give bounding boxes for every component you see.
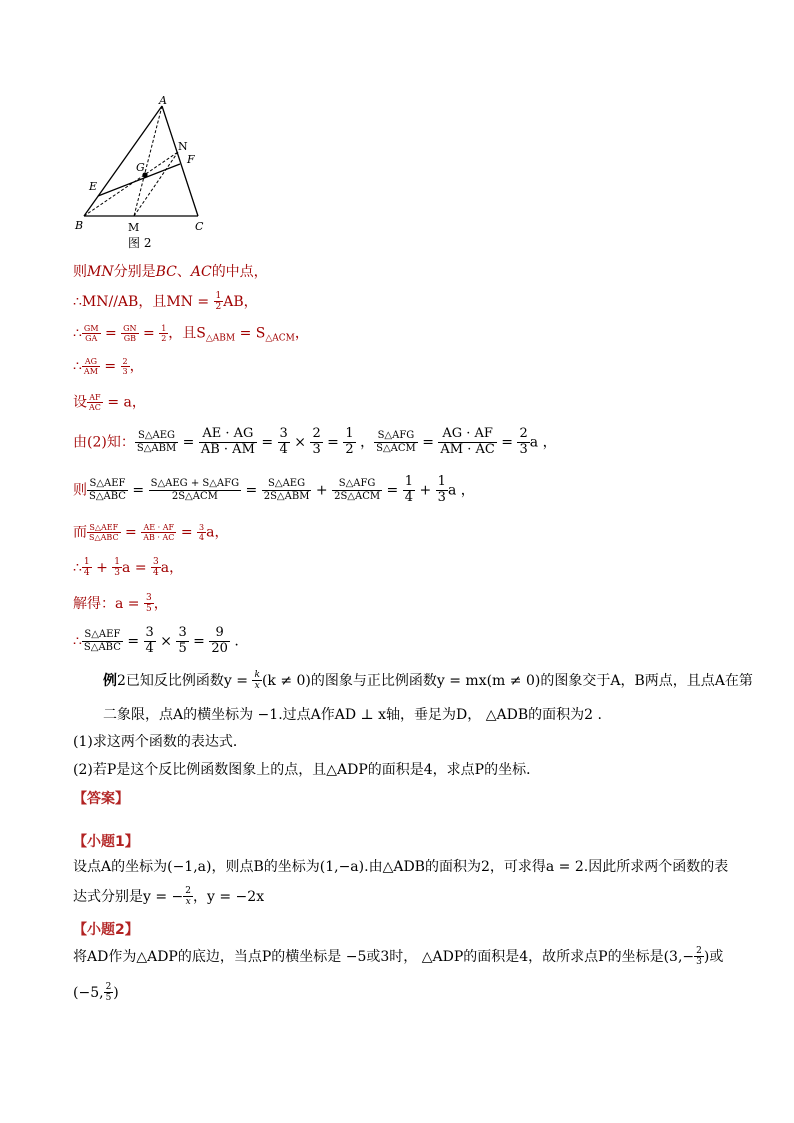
text: =: [100, 325, 122, 342]
fraction: [278, 427, 290, 458]
fraction: [332, 478, 382, 502]
fraction: [209, 626, 230, 657]
denominator: S△ABC: [89, 533, 119, 543]
label-E: E: [89, 180, 98, 193]
fraction: [135, 430, 178, 454]
text: AB，: [223, 293, 258, 310]
denominator: 4: [404, 489, 414, 505]
denominator: AC: [89, 403, 101, 413]
text: ×: [155, 633, 177, 650]
text: ∴: [73, 358, 82, 375]
denominator: 4: [83, 568, 90, 579]
solution-line-7: [73, 475, 475, 506]
answer-tag: 【答案】: [73, 791, 129, 807]
denominator: 4: [199, 533, 205, 543]
text: )或: [703, 948, 724, 965]
numerator: 1: [83, 557, 90, 567]
text: MN: [87, 264, 114, 280]
denominator: AB · AM: [200, 441, 255, 457]
numerator: 1: [404, 474, 414, 489]
denominator: S△ABC: [89, 490, 126, 502]
denominator: AM: [83, 367, 98, 377]
fraction: [151, 557, 161, 579]
denominator: AM · AC: [440, 441, 495, 457]
text: 、: [176, 264, 191, 280]
question-2: (2)若P是这个反比例函数图象上的点，且△ADP的面积是4，求点P的坐标．: [73, 762, 541, 778]
text: =: [382, 482, 403, 499]
numerator: 1: [437, 474, 446, 489]
denominator: x: [185, 897, 191, 908]
label-B: B: [75, 219, 84, 232]
text: =: [138, 325, 160, 342]
denominator: 3: [122, 367, 128, 377]
fraction: [121, 357, 130, 376]
text: 已知反比例函数y =: [125, 672, 253, 689]
label-C: C: [195, 220, 204, 233]
text: ∴MN//AB，且MN =: [73, 293, 214, 310]
text: = S: [235, 325, 266, 342]
numerator: 2: [519, 426, 528, 441]
fraction: [82, 629, 123, 653]
denominator: GB: [123, 334, 136, 344]
text: +: [415, 482, 436, 499]
fraction: [438, 427, 496, 458]
text: =: [99, 358, 121, 375]
fraction: [183, 886, 193, 908]
example-line-1: [103, 670, 753, 692]
denominator: 3: [696, 957, 702, 968]
side-AB: [84, 106, 162, 216]
text: ，: [153, 595, 168, 612]
numerator: AG: [82, 357, 100, 367]
text: ，y = −2x: [193, 888, 265, 905]
solution-line-4: [73, 357, 144, 376]
text: ∴: [73, 325, 82, 342]
numerator: AG · AF: [438, 427, 496, 443]
denominator: 3: [312, 441, 321, 457]
text: a =: [122, 559, 152, 576]
fraction: [82, 357, 100, 376]
text: ∴: [73, 633, 82, 650]
example-number: 2: [117, 672, 126, 689]
median-BN: [84, 152, 178, 216]
text: ): [113, 984, 119, 1001]
fraction: [403, 475, 415, 506]
numerator: S△AEG: [262, 478, 312, 491]
numerator: 9: [209, 626, 230, 642]
denominator: 5: [178, 640, 187, 656]
denominator: 3: [519, 441, 528, 457]
solution-line-1: [73, 263, 268, 281]
numerator: 3: [145, 593, 152, 603]
text: a，: [206, 524, 229, 541]
denominator: 3: [114, 568, 121, 579]
text: 达式分别是y = −: [73, 888, 184, 905]
fraction: [176, 626, 188, 657]
fraction: [436, 475, 448, 506]
numerator: 2: [185, 886, 192, 896]
fraction: [343, 427, 355, 458]
text: =: [178, 434, 199, 451]
denominator: S△ABC: [83, 641, 121, 653]
subscript: △ABM: [205, 333, 236, 344]
fraction: [262, 478, 312, 502]
text: 设: [73, 394, 87, 411]
numerator: AF: [87, 393, 103, 403]
numerator: S△AEG: [135, 430, 178, 443]
numerator: 3: [279, 426, 288, 441]
fraction: [144, 593, 154, 615]
fraction: [87, 478, 128, 502]
subquestion-1-line-2: [73, 886, 264, 908]
numerator: 1: [161, 324, 167, 333]
fraction: [252, 670, 261, 692]
denominator: 2: [345, 441, 354, 457]
text: a ，: [447, 482, 475, 499]
text: +: [91, 559, 113, 576]
denominator: GA: [85, 334, 98, 344]
numerator: GN: [123, 324, 137, 333]
denominator: S△ABM: [136, 442, 177, 454]
text: =: [322, 434, 344, 451]
numerator: 2: [312, 426, 321, 441]
text: =: [188, 633, 210, 650]
fraction: [374, 430, 418, 454]
denominator: 2S△ACM: [171, 490, 218, 502]
solution-line-2: [73, 291, 258, 313]
label-F: F: [187, 153, 195, 166]
numerator: AE · AF: [141, 523, 176, 533]
numerator: S△AEF: [87, 523, 121, 533]
fraction: [214, 291, 224, 313]
fraction: [159, 324, 168, 343]
text: .: [229, 633, 239, 650]
text: 则: [73, 264, 87, 280]
subquestion-1-tag: 【小题1】: [73, 834, 139, 850]
numerator: 3: [153, 557, 159, 567]
denominator: 2: [161, 334, 167, 344]
text: =: [241, 482, 262, 499]
denominator: AB · AC: [143, 533, 175, 543]
text: =: [127, 482, 149, 499]
numerator: 3: [199, 523, 205, 532]
solution-line-10: [73, 593, 168, 615]
denominator: 5: [145, 604, 152, 615]
text: 由(2)知：: [73, 434, 135, 451]
fraction: [121, 324, 138, 343]
text: ×: [289, 434, 311, 451]
numerator: S△AEF: [87, 478, 128, 491]
solution-line-5: [73, 393, 146, 412]
subscript: △ACM: [265, 333, 295, 344]
text: a，: [160, 559, 184, 576]
denominator: 2S△ACM: [334, 490, 381, 502]
numerator: 2: [696, 946, 702, 956]
numerator: 3: [145, 625, 154, 640]
example-line-2: 二象限，点A的横坐标为 −1.过点A作AD ⊥ x轴，垂足为D， △ADB的面积为2 .: [103, 707, 602, 723]
numerator: 1: [345, 426, 354, 441]
numerator: S△AEF: [82, 629, 123, 642]
solution-line-8: [73, 523, 228, 542]
numerator: GM: [83, 324, 99, 333]
denominator: x: [254, 681, 260, 692]
numerator: S△AEG + S△AFG: [150, 478, 240, 490]
text: 而: [73, 524, 87, 541]
text: ，且S: [168, 325, 206, 342]
denominator: S△ACM: [376, 442, 416, 454]
fraction: [144, 626, 156, 657]
label-M: M: [128, 221, 140, 234]
fraction: [310, 427, 322, 458]
numerator: 2: [122, 357, 128, 366]
denominator: 2: [215, 302, 222, 313]
text: =: [122, 633, 144, 650]
text: ，: [355, 434, 375, 451]
numerator: 3: [178, 625, 187, 640]
text: =: [417, 434, 439, 451]
numerator: AE · AG: [199, 427, 257, 443]
fraction: [199, 427, 257, 458]
example-label: 例: [103, 672, 117, 689]
fraction: [104, 982, 114, 1004]
subquestion-1-line-1: 设点A的坐标为(−1,a)，则点B的坐标为(1,−a).由△ADB的面积为2，可求得a = 2.因此所求两个函数的表: [73, 859, 729, 875]
numerator: k: [254, 670, 260, 680]
text: 将AD作为△ADP的底边，当点P的横坐标是 −5或3时， △ADP的面积是4，故所求点P的坐标是(3,−: [73, 948, 695, 965]
denominator: 4: [279, 441, 288, 457]
denominator: 3: [437, 489, 446, 505]
text: ，: [294, 325, 309, 342]
text: 的中点，: [211, 264, 268, 280]
triangle-figure: [70, 92, 220, 252]
solution-line-9: [73, 557, 183, 579]
text: ∴: [73, 559, 82, 576]
text: 则: [73, 482, 87, 499]
fraction: [87, 393, 103, 412]
fraction: [82, 557, 92, 579]
text: (k ≠ 0)的图象与正比例函数y = mx(m ≠ 0)的图象交于A，B两点，且点A在第: [261, 672, 753, 689]
numerator: 2: [105, 982, 112, 992]
fraction: [694, 946, 704, 968]
fraction: [141, 523, 176, 542]
text: =: [120, 524, 142, 541]
fraction: [149, 478, 241, 502]
fraction: [197, 523, 206, 542]
text: =: [176, 524, 198, 541]
text: =: [256, 434, 278, 451]
solution-line-6: [73, 427, 557, 458]
text: +: [311, 482, 333, 499]
fraction: [87, 523, 121, 542]
fraction: [112, 557, 122, 579]
denominator: 20: [211, 640, 228, 656]
fraction: [82, 324, 101, 343]
fraction: [517, 427, 529, 458]
subquestion-2-line-1: [73, 946, 723, 968]
text: = a，: [102, 394, 146, 411]
figure-caption: 图 2: [128, 236, 152, 250]
label-N: N: [178, 140, 188, 153]
text: a ，: [529, 434, 557, 451]
subquestion-2-line-2: [73, 982, 119, 1004]
numerator: S△AFG: [374, 430, 418, 443]
solution-line-11: [73, 626, 239, 657]
denominator: 4: [153, 568, 159, 579]
subquestion-2-tag: 【小题2】: [73, 922, 139, 938]
text: (−5,: [73, 984, 104, 1001]
denominator: 4: [145, 640, 154, 656]
numerator: S△AFG: [332, 478, 382, 491]
denominator: 2S△ABM: [263, 490, 310, 502]
text: 分别是: [113, 264, 156, 280]
numerator: 1: [114, 557, 121, 567]
solution-line-3: [73, 324, 309, 348]
numerator: 1: [215, 291, 222, 301]
text: BC: [155, 264, 177, 280]
label-G: G: [136, 161, 145, 174]
text: AC: [190, 264, 212, 280]
label-A: A: [159, 94, 167, 107]
text: ，: [129, 358, 144, 375]
text: 解得：a =: [73, 595, 144, 612]
text: =: [496, 434, 518, 451]
question-1: (1)求这两个函数的表达式．: [73, 734, 247, 750]
denominator: 5: [105, 993, 112, 1004]
